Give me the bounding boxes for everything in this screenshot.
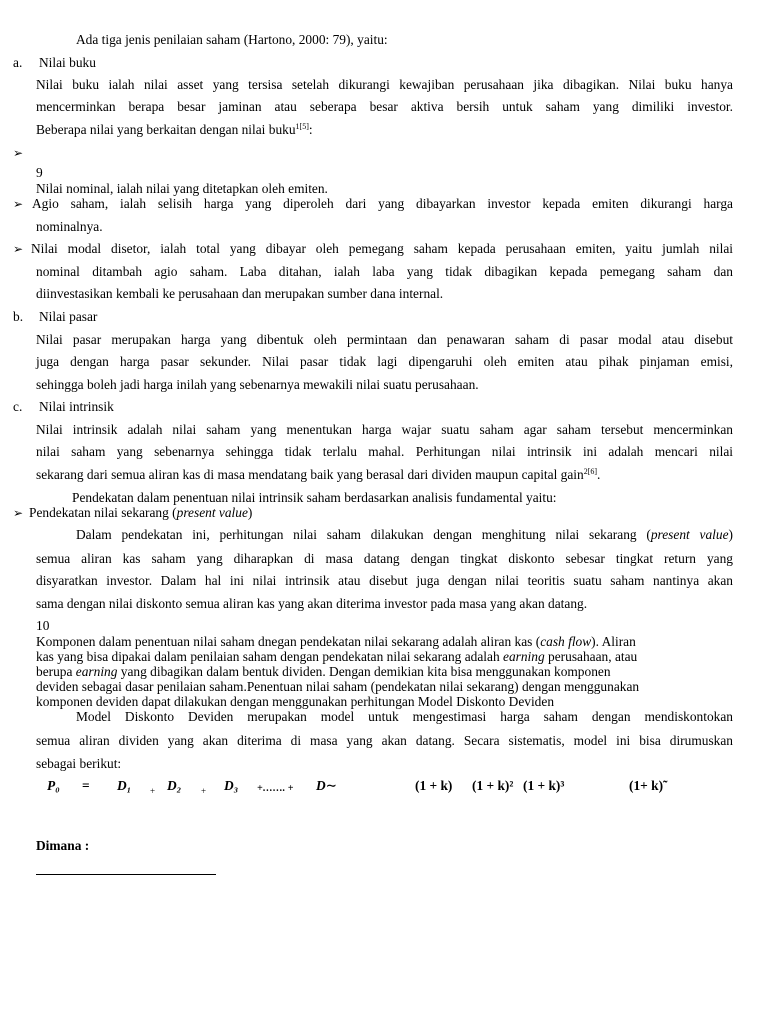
formula-den-1: (1 + k) bbox=[415, 778, 453, 793]
section-c-marker: c. bbox=[13, 399, 23, 414]
section-a-line-3-text: Beberapa nilai yang berkaitan dengan nilai buku bbox=[36, 122, 296, 137]
footnote-ref-2: 2[6] bbox=[583, 467, 598, 476]
agio-line-1: Agio saham, ialah selisih harga yang diperoleh dari yang dibayarkan investor kepada emiten dikurangi harga bbox=[32, 196, 733, 211]
komponen-line-1 bbox=[36, 634, 636, 650]
pv-para-line-3: disyaratkan investor. Dalam hal ini nilai intrinsik atau disebut juga dengan nilai teoritis suatu saham nantinya akan bbox=[36, 573, 733, 588]
section-b-line-3: sehingga boleh jadi harga inilah yang sebenarnya mewakili nilai suatu perusahaan. bbox=[36, 377, 479, 392]
section-b-heading: Nilai pasar bbox=[39, 309, 98, 324]
section-b-line-1: Nilai pasar merupakan harga yang dibentuk oleh permintaan dan penawaran saham di pasar modal atau disebut bbox=[36, 332, 733, 347]
pv-bullet-italic: present value bbox=[176, 505, 248, 520]
section-a-marker: a. bbox=[13, 55, 23, 70]
komponen-line-2 bbox=[36, 649, 637, 665]
page-number-10: 10 bbox=[36, 618, 50, 633]
footnote-divider bbox=[36, 874, 216, 875]
formula-den-inf: (1+ k)˜ bbox=[629, 778, 668, 793]
pv-para-line-1-text: Dalam pendekatan ini, perhitungan nilai saham dilakukan dengan menghitung nilai sekarang ( bbox=[76, 527, 651, 542]
modal-line-2: nominal ditambah agio saham. Laba ditahan, ialah laba yang tidak dibagikan kepada pemegang saham dan bbox=[36, 264, 733, 279]
arrow-bullet-icon: ➢ bbox=[13, 146, 24, 160]
pv-para-line-1-italic: present value bbox=[650, 527, 729, 542]
arrow-bullet-icon: ➢ bbox=[13, 506, 24, 520]
komponen-line-3-text: berupa bbox=[36, 664, 76, 679]
formula-equals: = bbox=[82, 778, 90, 793]
section-c-line-2: nilai saham yang sebenarnya sehingga tidak terlalu mahal. Perhitungan nilai intrinsik ini adalah mencari nilai bbox=[36, 444, 733, 459]
formula-d-inf: D∼ bbox=[316, 778, 337, 793]
pv-para-line-1-close: ) bbox=[728, 527, 733, 542]
modal-line-3: diinvestasikan kembali ke perusahaan dan merupakan sumber dana internal. bbox=[36, 286, 444, 301]
arrow-bullet-icon: ➢ bbox=[13, 197, 24, 211]
komponen-line-2-italic: earning bbox=[503, 649, 545, 664]
formula-den-2: (1 + k)² bbox=[472, 778, 514, 793]
section-c-end: . bbox=[597, 467, 601, 482]
model-line-2: semua aliran dividen yang akan diterima di masa yang akan datang. Secara sistematis, model ini bisa dirumuskan bbox=[36, 733, 733, 748]
footnote-ref-1: 1[5] bbox=[295, 122, 309, 131]
section-a-heading: Nilai buku bbox=[39, 55, 96, 70]
formula-p0: P₀ bbox=[47, 778, 60, 793]
section-c-line-3-text: sekarang dari semua aliran kas di masa mendatang baik yang berasal dari dividen maupun capital gain bbox=[36, 467, 584, 482]
komponen-line-3-italic: earning bbox=[75, 664, 118, 679]
pv-para-line-4: sama dengan nilai diskonto semua aliran kas yang akan diterima investor pada masa yang akan datang. bbox=[36, 596, 588, 611]
section-c-line-3 bbox=[36, 467, 600, 483]
komponen-line-1-end: ). Aliran bbox=[591, 634, 636, 649]
section-a-line-3 bbox=[36, 122, 313, 138]
komponen-line-1-text: Komponen dalam penentuan nilai saham dnegan pendekatan nilai sekarang adalah aliran kas ( bbox=[36, 634, 541, 649]
arrow-bullet-icon: ➢ bbox=[13, 242, 24, 256]
intro-line: Ada tiga jenis penilaian saham (Hartono, 2000: 79), yaitu: bbox=[76, 32, 388, 47]
model-line-1: Model Diskonto Deviden merupakan model untuk mengestimasi harga saham dengan mendiskontokan bbox=[76, 709, 733, 724]
section-b-marker: b. bbox=[13, 309, 24, 324]
modal-line-1: Nilai modal disetor, ialah total yang dibayar oleh pemegang saham kepada perusahaan emiten, yaitu jumlah nilai bbox=[31, 241, 733, 256]
komponen-line-3 bbox=[36, 664, 611, 680]
formula-den-3: (1 + k)³ bbox=[523, 778, 565, 793]
pv-para-line-1 bbox=[76, 527, 733, 543]
formula-d2: D₂ bbox=[167, 778, 182, 793]
formula-d3: D₃ bbox=[224, 778, 239, 793]
komponen-line-2-text: kas yang bisa dipakai dalam penilaian saham dengan pendekatan nilai sekarang adalah bbox=[36, 649, 504, 664]
pendekatan-intro: Pendekatan dalam penentuan nilai intrinsik saham berdasarkan analisis fundamental yaitu: bbox=[72, 490, 557, 505]
formula-dots: +……. + bbox=[257, 783, 294, 794]
pv-para-line-2: semua aliran kas saham yang diharapkan di masa datang dengan tingkat diskonto sebesar tingkat return yang bbox=[36, 551, 733, 566]
dimana-label: Dimana : bbox=[36, 838, 90, 853]
section-a-line-1: Nilai buku ialah nilai asset yang tersisa setelah dikurangi kewajiban perusahaan jika dibagikan. Nilai buku hanya bbox=[36, 77, 733, 92]
section-c-line-1: Nilai intrinsik adalah nilai saham yang menentukan harga wajar suatu saham agar saham tersebut mencerminkan bbox=[36, 422, 733, 437]
pv-bullet-text: Pendekatan nilai sekarang ( bbox=[29, 505, 177, 520]
komponen-line-4: deviden sebagai dasar penilaian saham.Penentuan nilai saham (pendekatan nilai sekarang) dengan menggunakan bbox=[36, 679, 640, 694]
section-c-heading: Nilai intrinsik bbox=[39, 399, 114, 414]
nominal-line: Nilai nominal, ialah nilai yang ditetapkan oleh emiten. bbox=[36, 181, 328, 196]
section-b-line-2: juga dengan harga pasar sekunder. Nilai pasar tidak lagi dipengaruhi oleh emiten atau pihak pinjaman emisi, bbox=[36, 354, 733, 369]
pv-bullet bbox=[29, 505, 252, 521]
page-number-9: 9 bbox=[36, 165, 43, 180]
pv-bullet-close: ) bbox=[247, 505, 253, 520]
formula-plus-1: + bbox=[150, 786, 156, 796]
komponen-line-3-end: yang dibagikan dalam bentuk dividen. Dengan demikian kita bisa menggunakan komponen bbox=[117, 664, 611, 679]
formula-d1: D₁ bbox=[117, 778, 132, 793]
section-a-line-2: mencerminkan berapa besar jaminan atau seberapa besar aktiva bersih untuk saham yang dimiliki investor. bbox=[36, 99, 733, 114]
model-line-3: sebagai berikut: bbox=[36, 756, 122, 771]
section-a-colon: : bbox=[308, 122, 313, 137]
formula-plus-2: + bbox=[201, 786, 207, 796]
komponen-line-1-italic: cash flow bbox=[540, 634, 592, 649]
komponen-line-2-end: perusahaan, atau bbox=[544, 649, 638, 664]
agio-line-2: nominalnya. bbox=[36, 219, 103, 234]
komponen-line-5: komponen deviden dapat dilakukan dengan menggunakan perhitungan Model Diskonto Deviden bbox=[36, 694, 555, 709]
